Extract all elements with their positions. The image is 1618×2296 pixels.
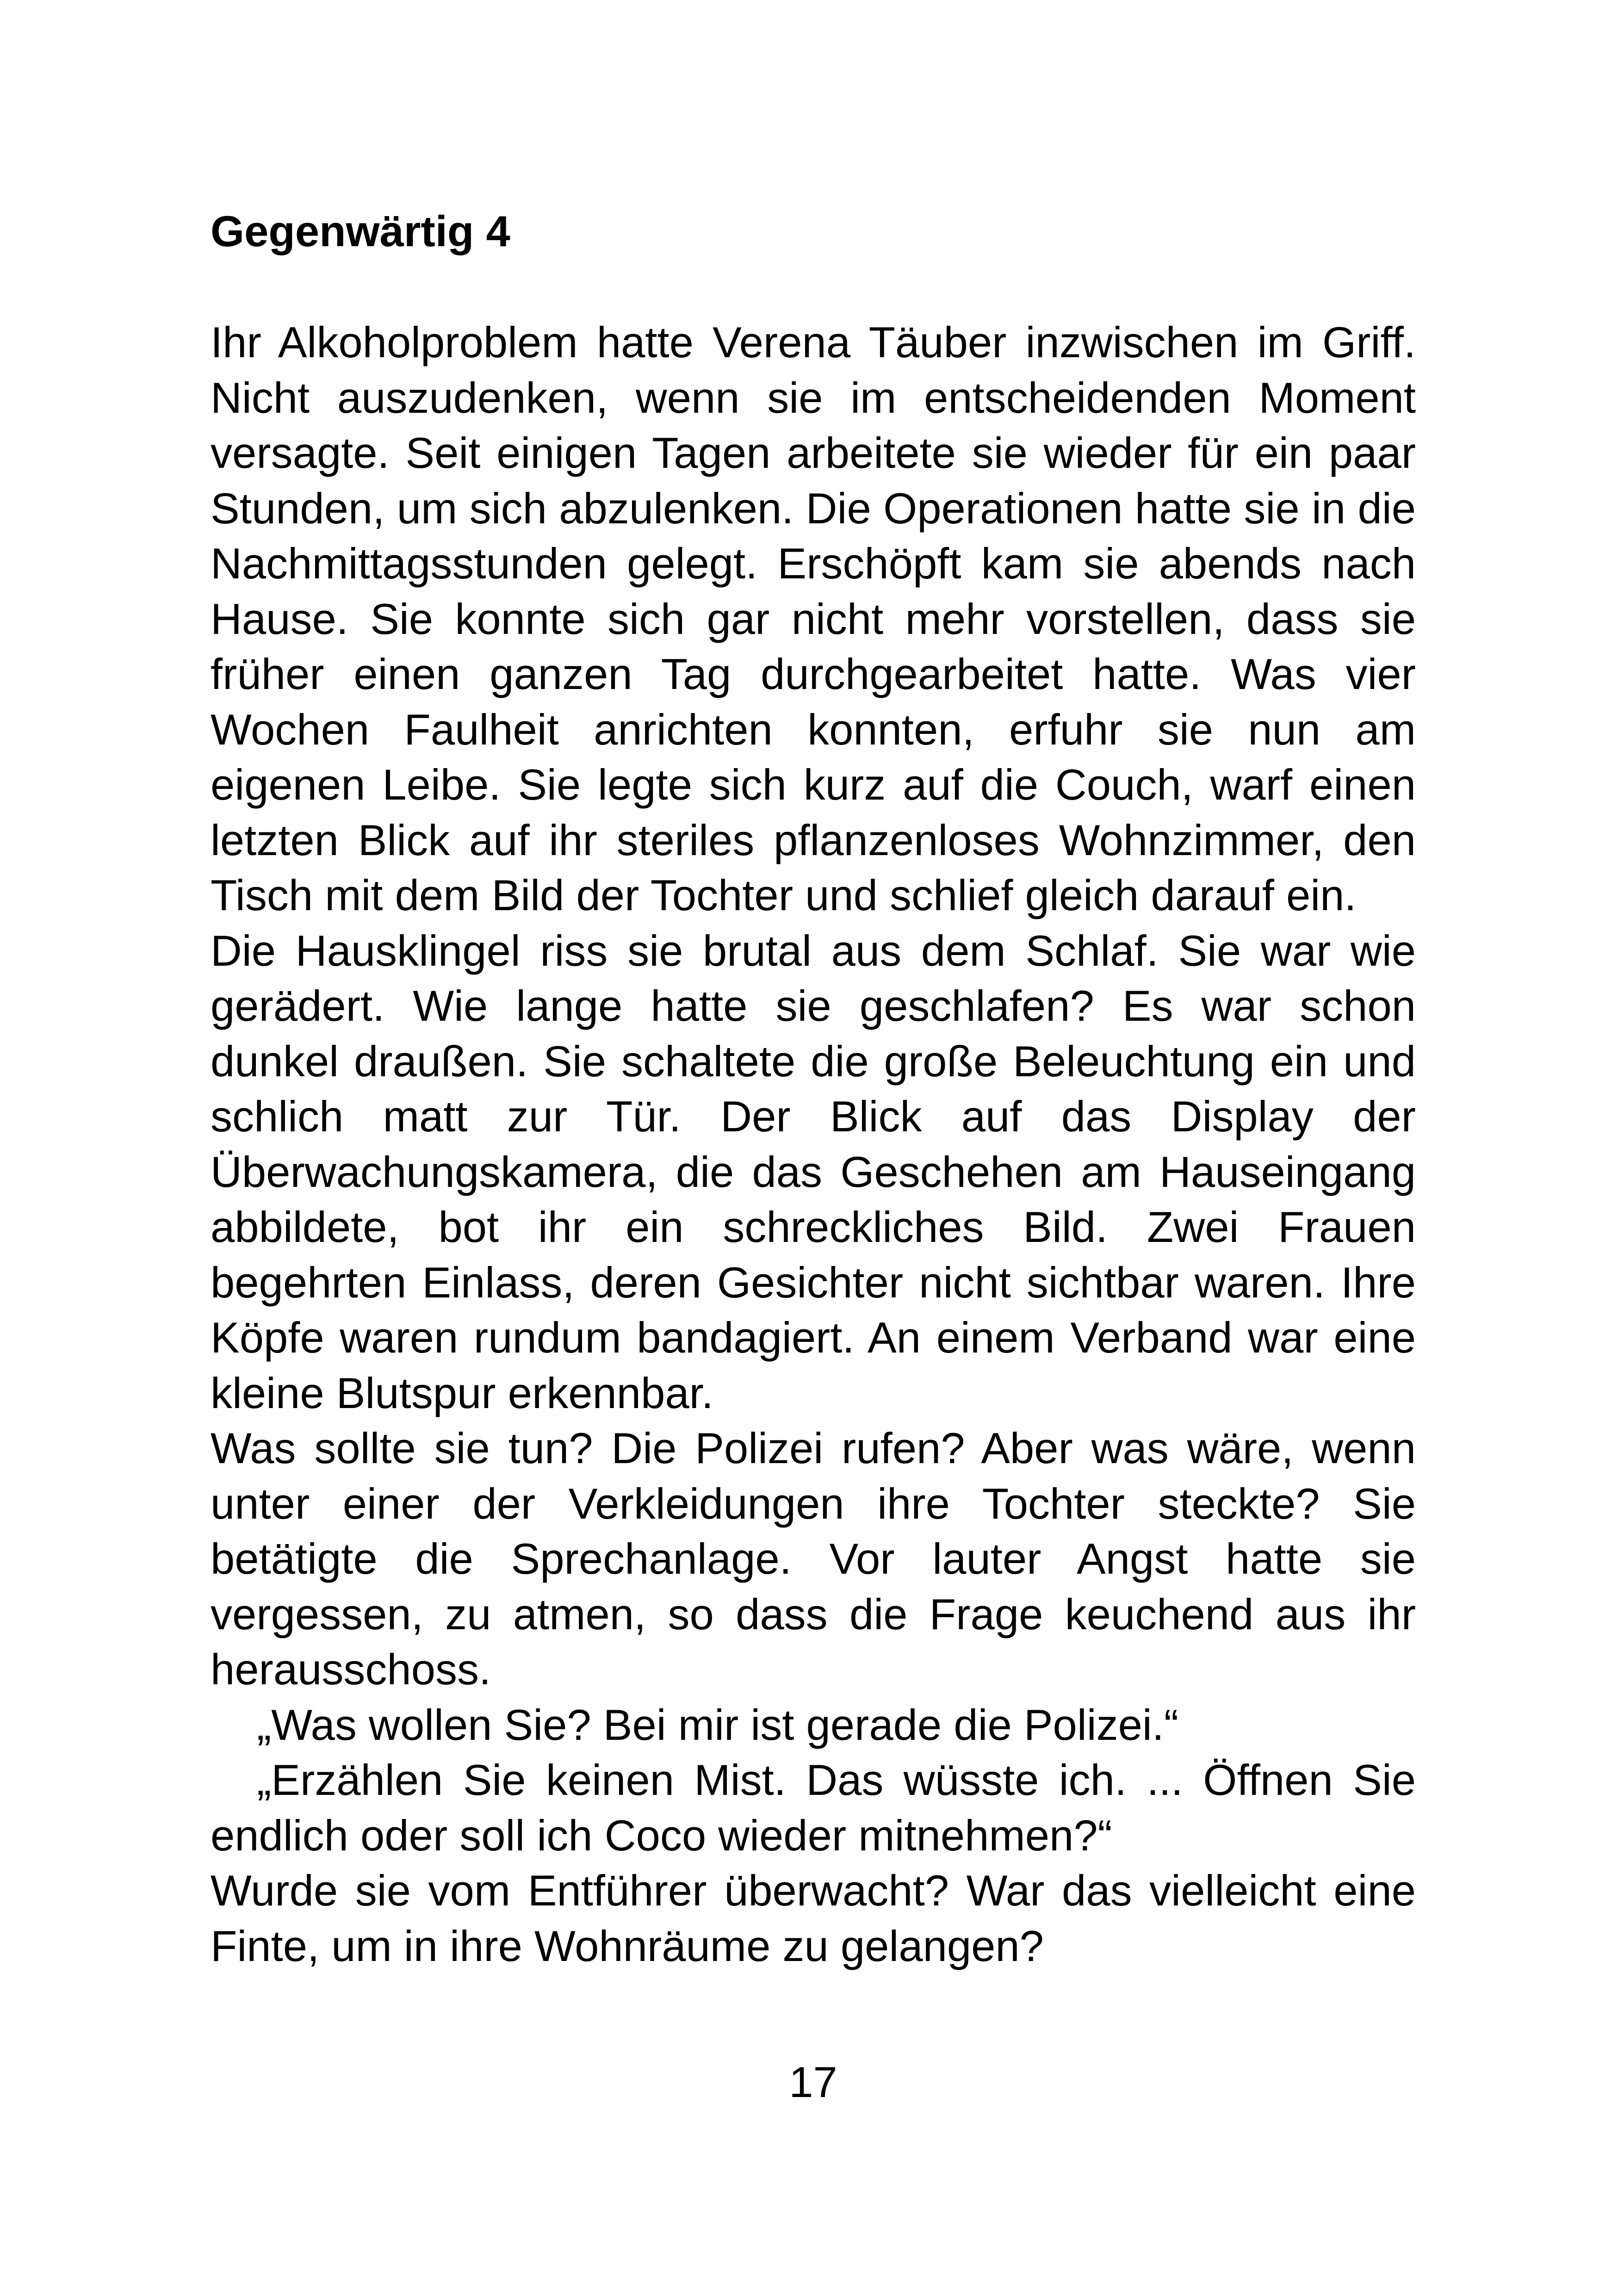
body-text [211,315,1416,1973]
chapter-heading: Gegenwärtig 4 [211,207,510,255]
dialog-line-1: „Was wollen Sie? Bei mir ist gerade die Polizei.“ [257,1700,1179,1749]
dialog-line-2: „Erzählen Sie keinen Mist. Das wüsste ich. ... Öffnen Sie endlich oder soll ich Coco wieder mitnehmen?“ [211,1756,1416,1860]
paragraph-2: Die Hausklingel riss sie brutal aus dem Schlaf. Sie war wie gerädert. Wie lange hatte sie geschlafen? Es war schon dunkel draußen. Sie schaltete die große Beleuchtung ein und schlich matt zur Tür. Der Blick auf das Display der Überwachungskamera, die das Geschehen am Hauseingang abbildete, bot ihr ein schreckliches Bild. Zwei Frauen begehrten Einlass, deren Gesichter nicht sichtbar waren. Ihre Köpfe waren rundum bandagiert. An einem Verband war eine kleine Blutspur erkennbar. [211,926,1416,1417]
book-page [211,0,1416,2296]
paragraph-4: Wurde sie vom Entführer überwacht? War das vielleicht eine Finte, um in ihre Wohnräume zu gelangen? [211,1866,1416,1970]
page-number: 17 [789,2058,837,2106]
paragraph-1: Ihr Alkoholproblem hatte Verena Täuber inzwischen im Griff. Nicht auszudenken, wenn sie im entscheidenden Moment versagte. Seit einigen Tagen arbeitete sie wieder für ein paar Stunden, um sich abzulenken. Die Operationen hatte sie in die Nachmittagsstunden gelegt. Erschöpft kam sie abends nach Hause. Sie konnte sich gar nicht mehr vorstellen, dass sie früher einen ganzen Tag durchgearbeitet hatte. Was vier Wochen Faulheit anrichten konnten, erfuhr sie nun am eigenen Leibe. Sie legte sich kurz auf die Couch, warf einen letzten Blick auf ihr steriles pflanzenloses Wohnzimmer, den Tisch mit dem Bild der Tochter und schlief gleich darauf ein. [211,318,1416,919]
paragraph-3: Was sollte sie tun? Die Polizei rufen? Aber was wäre, wenn unter einer der Verkleidungen ihre Tochter steckte? Sie betätigte die Sprechanlage. Vor lauter Angst hatte sie vergessen, zu atmen, so dass die Frage keuchend aus ihr herausschoss. [211,1424,1416,1694]
